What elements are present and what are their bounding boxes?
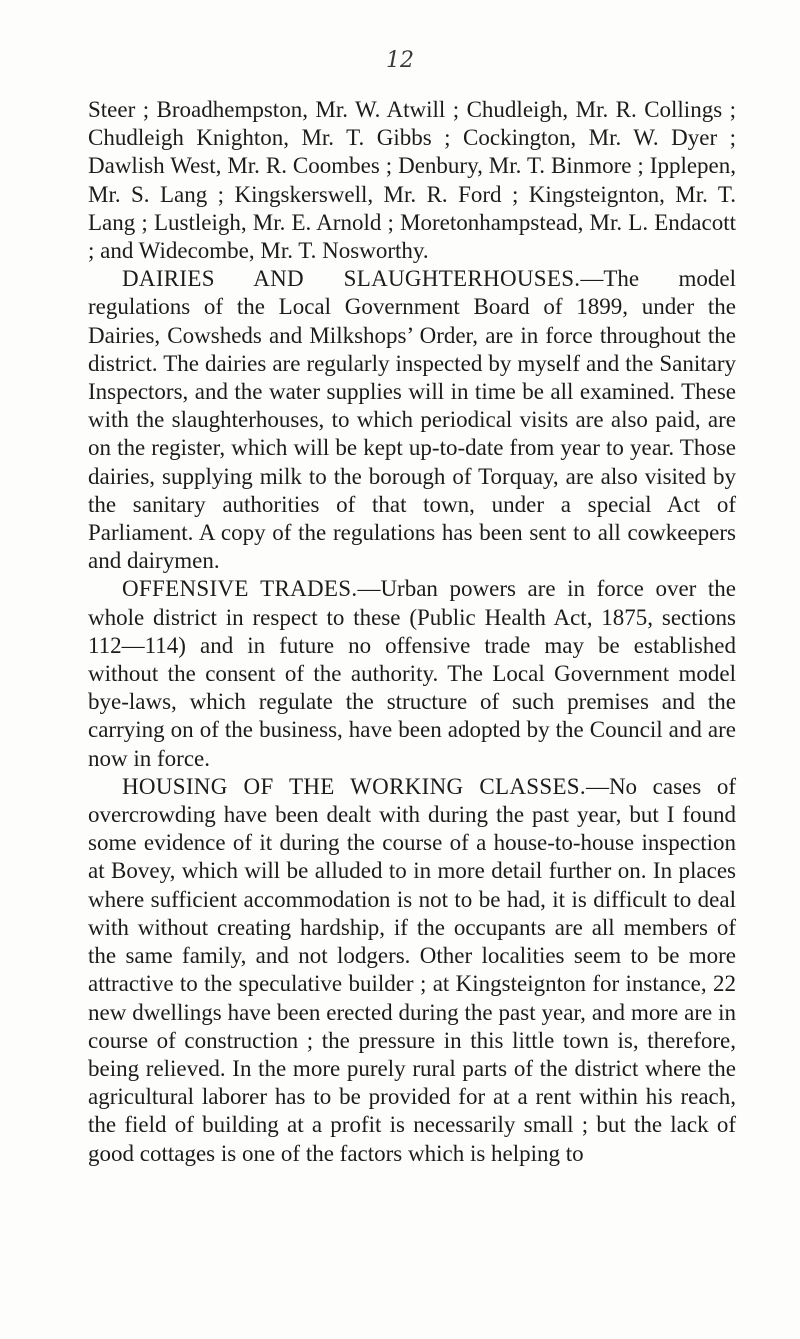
paragraph-text: —Urban powers are in force over the whole district in respect to these (Public Health Act, 1875, sections 112—114) and in future no offensive trade may be established without the consent of the authority. The Local Government model bye-laws, which regulate the structure of such premises and the carrying on of the business, have been adopted by the Council and are now in force. <box>88 576 736 771</box>
paragraph-offensive-trades <box>88 575 736 772</box>
paragraph-text: Steer ; Broadhempston, Mr. W. Atwill ; Chudleigh, Mr. R. Collings ; Chudleigh Knighton, Mr. T. Gibbs ; Cockington, Mr. W. Dyer ; Dawlish West, Mr. R. Coombes ; Denbury, Mr. T. Binmore ; Ipplepen, Mr. S. Lang ; Kingskerswell, Mr. R. Ford ; Kingsteignton, Mr. T. Lang ; Lustleigh, Mr. E. Arnold ; Moretonhampstead, Mr. L. Endacott ; and Widecombe, Mr. T. Nosworthy. <box>88 97 736 264</box>
section-heading-housing: HOUSING OF THE WORKING CLASSES. <box>122 773 586 799</box>
body-text <box>88 96 736 1168</box>
paragraph-parish-list <box>88 96 736 265</box>
page-number: 12 <box>386 48 414 73</box>
section-heading-dairies: DAIRIES AND SLAUGHTERHOUSES. <box>122 266 581 292</box>
paragraph-text: —No cases of overcrowding have been dealt with during the past year, but I found some evidence of it during the course of a house-to-house inspection at Bovey, which will be alluded to in more detail further on. In places where sufficient accommodation is not to be had, it is difficult to deal with without creating hardship, if the occupants are all members of the same family, and not lodgers. Other localities seem to be more attractive to the speculative builder ; at Kingsteignton for instance, 22 new dwellings have been erected during the past year, and more are in course of construction ; the pressure in this little town is, therefore, being relieved. In the more purely rural parts of the district where the agricultural laborer has to be provided for at a rent within his reach, the field of building at a profit is necessarily small ; but the lack of good cottages is one of the factors which is helping to <box>88 773 736 1166</box>
paragraph-dairies <box>88 265 736 575</box>
paragraph-housing <box>88 773 736 1168</box>
paragraph-text: —The model regulations of the Local Government Board of 1899, under the Dairies, Cowsheds and Milkshops’ Order, are in force throughout the district. The dairies are regularly inspected by myself and the Sanitary Inspectors, and the water supplies will in time be all examined. These with the slaughterhouses, to which periodical visits are also paid, are on the register, which will be kept up-to-date from year to year. Those dairies, supplying milk to the borough of Torquay, are also visited by the sanitary authorities of that town, under a special Act of Parliament. A copy of the regulations has been sent to all cowkeepers and dairymen. <box>88 266 736 574</box>
section-heading-offensive-trades: OFFENSIVE TRADES. <box>122 576 358 602</box>
